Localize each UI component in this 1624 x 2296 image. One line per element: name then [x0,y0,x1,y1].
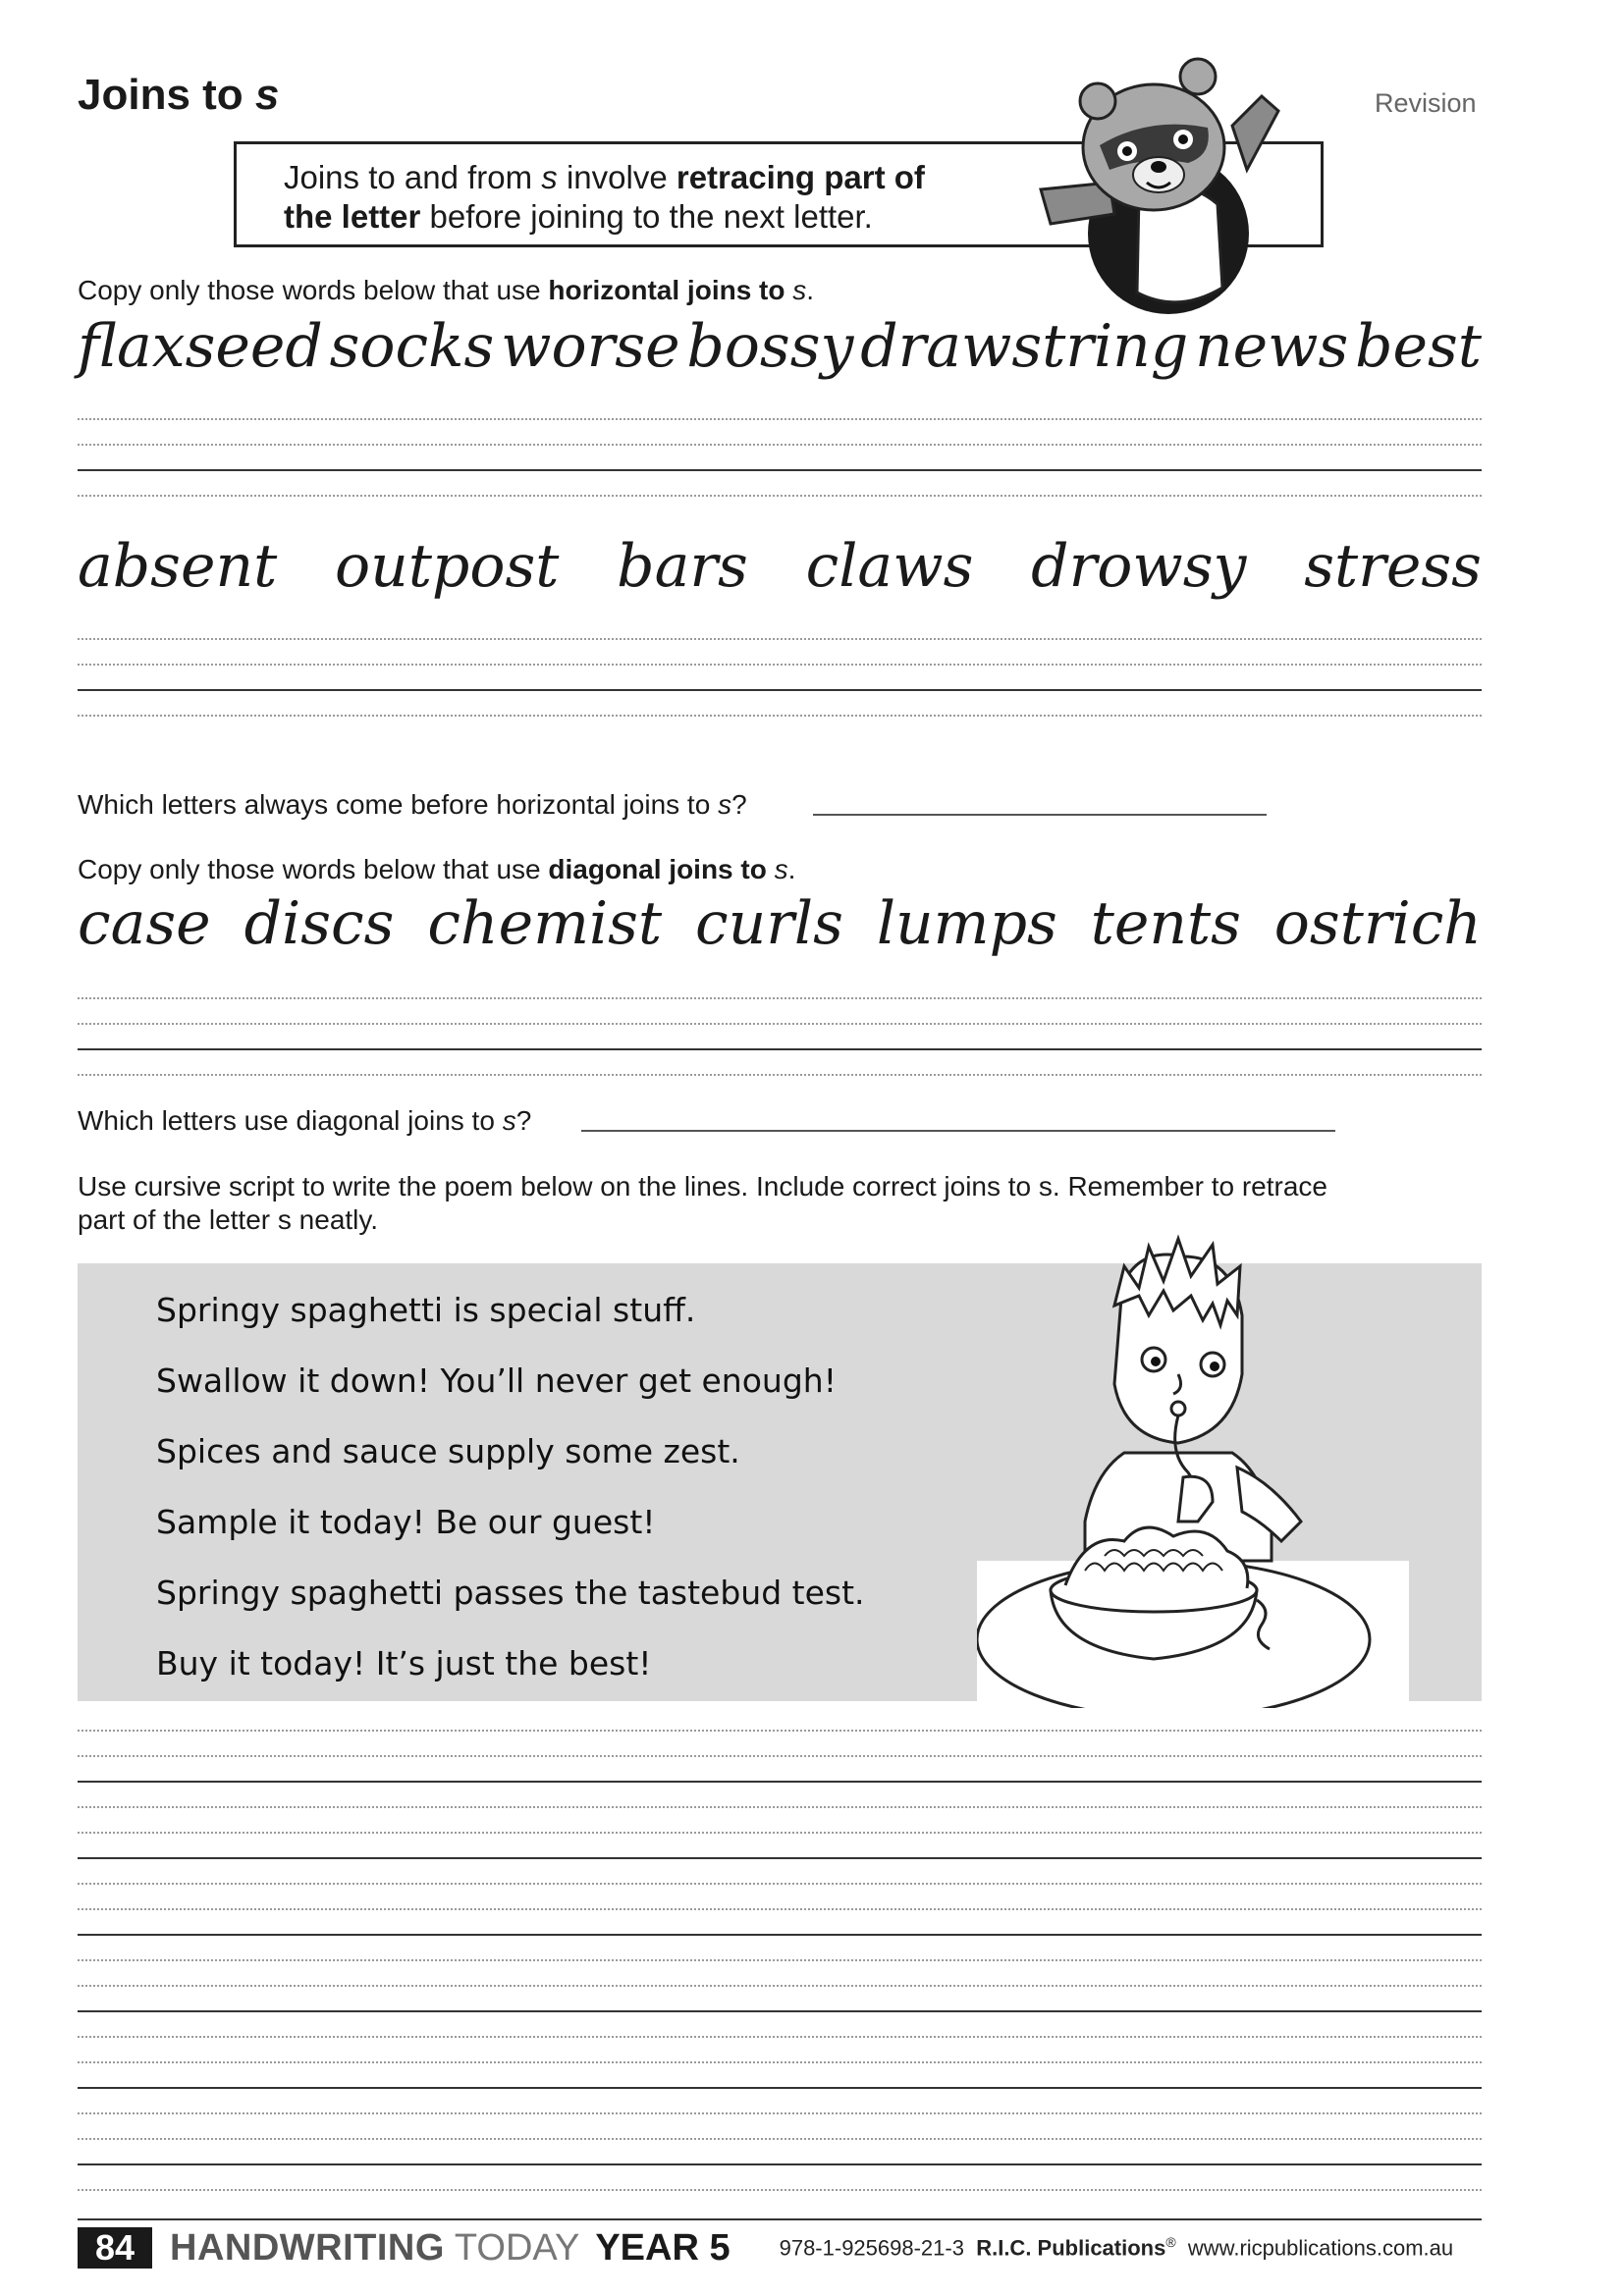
footer [78,2226,1482,2269]
info-text: Joins to and from [284,159,542,195]
poem-line: Springy spaghetti is special stuff. [156,1291,696,1329]
dotted-guide-line [78,1883,1482,1885]
writing-baseline[interactable] [78,1048,1482,1050]
poem-line: Sample it today! Be our guest! [156,1503,656,1541]
dotted-guide-line [78,1806,1482,1808]
cursive-word: curls [695,889,843,958]
footer-rule [78,2218,1482,2220]
poem-line: Springy spaghetti passes the tastebud test. [156,1574,865,1612]
title-text: Joins to [78,71,244,119]
instruction-text: . [787,854,796,884]
info-letter: s [541,159,558,195]
poem-line: Buy it today! It’s just the best! [156,1644,652,1682]
registered-mark: ® [1165,2234,1176,2251]
instruction-text: Copy only those words below that use [78,275,549,305]
instruction-bold: horizontal joins to [548,275,793,305]
cursive-word: chemist [427,889,663,958]
raccoon-mascot-illustration [1021,57,1296,314]
question-text: ? [731,789,747,820]
writing-baseline[interactable] [78,2087,1482,2089]
writing-baseline[interactable] [78,2163,1482,2165]
info-text: before joining to the next letter. [420,198,873,235]
instruction-letter: s [774,854,788,884]
title-letter: s [254,71,280,119]
question-horizontal [78,789,747,821]
dotted-guide-line [78,997,1482,999]
cursive-word: bossy [686,312,854,381]
info-text: involve [557,159,677,195]
question-letter: s [502,1105,516,1136]
dotted-guide-line [78,715,1482,717]
word-row-1 [78,312,1482,381]
website-link[interactable]: www.ricpublications.com.au [1187,2235,1454,2261]
dotted-guide-line [78,2036,1482,2038]
isbn: 978-1-925698-21-3 [779,2235,964,2261]
cursive-word: best [1355,312,1482,381]
cursive-word: drowsy [1031,532,1247,601]
dotted-guide-line [78,1023,1482,1025]
writing-baseline[interactable] [78,469,1482,471]
dotted-guide-line [78,1755,1482,1757]
dotted-guide-line [78,1959,1482,1961]
dotted-guide-line [78,2138,1482,2140]
dotted-guide-line [78,1985,1482,1987]
page-title [78,71,279,120]
dotted-guide-line [78,2112,1482,2114]
brand-handwriting: HANDWRITING [170,2226,445,2269]
poem-line: Swallow it down! You’ll never get enough! [156,1362,837,1400]
info-bold: the letter [284,198,421,235]
answer-line-horizontal[interactable] [813,814,1267,816]
question-letter: s [718,789,732,820]
cursive-word: flaxseed [78,312,323,381]
instruction-diagonal [78,854,795,885]
instruction-letter: s [792,275,807,305]
cursive-word: tents [1090,889,1241,958]
cursive-word: claws [805,532,974,601]
cursive-word: news [1195,312,1349,381]
page-number: 84 [78,2227,152,2269]
cursive-word: case [78,889,211,958]
cursive-word: worse [501,312,680,381]
instruction-line: Use cursive script to write the poem below on the lines. Include correct joins to s. Remember to retrace [78,1171,1327,1201]
instruction-horizontal [78,275,814,306]
info-bold: retracing part of [676,159,925,195]
brand-year: YEAR 5 [595,2226,731,2269]
instruction-line: part of the letter s neatly. [78,1204,379,1235]
cursive-word: absent [78,532,278,601]
publisher: R.I.C. Publications [976,2235,1166,2261]
cursive-word: socks [329,312,495,381]
word-row-2 [78,532,1482,601]
writing-baseline[interactable] [78,1934,1482,1936]
writing-baseline[interactable] [78,1857,1482,1859]
answer-line-diagonal[interactable] [581,1130,1335,1132]
cursive-word: drawstring [860,312,1189,381]
writing-baseline[interactable] [78,689,1482,691]
question-diagonal [78,1105,531,1137]
revision-label: Revision [1375,88,1477,118]
dotted-guide-line [78,664,1482,666]
boy-eating-spaghetti-illustration [977,1227,1409,1708]
cursive-word: discs [244,889,395,958]
dotted-guide-line [78,2061,1482,2063]
dotted-guide-line [78,1832,1482,1834]
footer-meta [780,2234,1454,2261]
cursive-word: outpost [335,532,560,601]
writing-baseline[interactable] [78,1781,1482,1783]
dotted-guide-line [78,1074,1482,1076]
question-text: Which letters always come before horizontal joins to [78,789,719,820]
dotted-guide-line [78,495,1482,497]
writing-baseline[interactable] [78,2010,1482,2012]
dotted-guide-line [78,1730,1482,1732]
question-text: Which letters use diagonal joins to [78,1105,503,1136]
cursive-word: bars [617,532,748,601]
word-row-3 [78,889,1482,958]
cursive-word: lumps [876,889,1057,958]
dotted-guide-line [78,2189,1482,2191]
dotted-guide-line [78,444,1482,446]
poem-line: Spices and sauce supply some zest. [156,1432,740,1470]
question-text: ? [515,1105,532,1136]
cursive-word: ostrich [1273,889,1482,958]
instruction-text: Copy only those words below that use [78,854,549,884]
dotted-guide-line [78,418,1482,420]
brand-today: TODAY [454,2226,580,2269]
dotted-guide-line [78,638,1482,640]
dotted-guide-line [78,1908,1482,1910]
instruction-bold: diagonal joins to [548,854,775,884]
instruction-text: . [806,275,815,305]
cursive-word: stress [1304,532,1482,601]
